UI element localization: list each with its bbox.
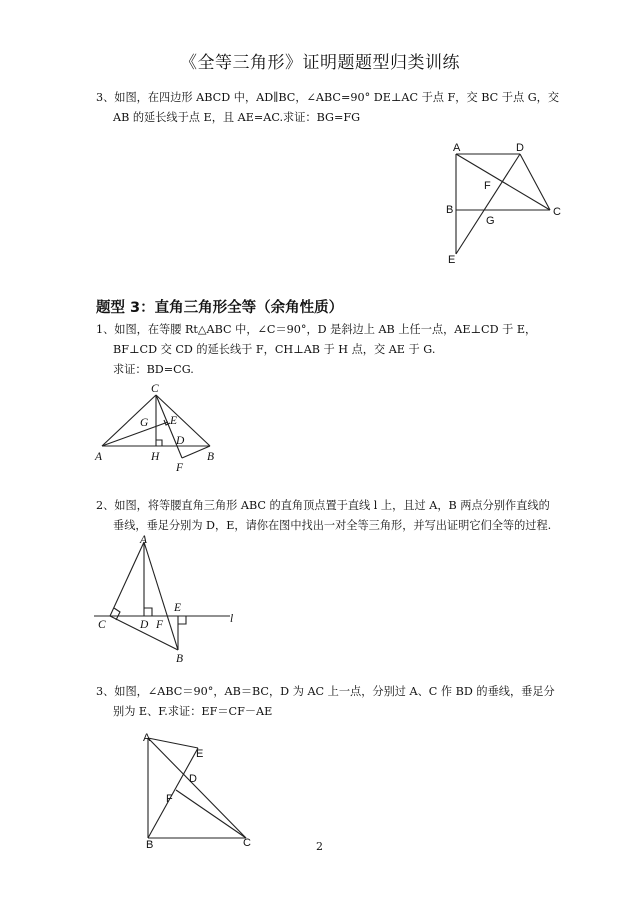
label-A: A [95,451,103,463]
label-C: C [243,837,251,849]
label-B: B [176,653,184,665]
section-heading: 题型 3：直角三角形全等（余角性质） [96,300,344,316]
label-G: G [486,215,495,227]
problem-3b-line-1: 3、如图，∠ABC＝90°，AB＝BC，D 为 AC 上一点，分别过 A、C 作 BD 的垂线，垂足分 [96,685,555,698]
label-E: E [196,748,204,760]
label-H: H [151,451,160,463]
label-B: B [146,839,154,850]
figure-isosceles-right-triangle [94,382,230,478]
label-D: D [516,142,524,154]
label-F: F [176,462,184,474]
label-E: E [170,415,178,427]
figure-perpendiculars [136,726,264,850]
label-A: A [140,534,148,546]
label-C: C [553,206,561,218]
label-l: l [230,613,234,625]
label-C: C [98,619,106,631]
figure-quadrilateral [436,136,576,266]
figure-lines [456,154,550,254]
problem-3a-line-2: AB 的延长线于点 E，且 AE=AC.求证：BG=FG [113,111,361,124]
label-B: B [446,204,454,216]
label-G: G [140,417,149,429]
problem-2-line-1: 2、如图，将等腰直角三角形 ABC 的直角顶点置于直线 l 上，且过 A，B 两点分别作直线的 [96,499,550,512]
figure-lines [102,395,210,458]
label-E: E [448,254,456,266]
label-C: C [151,383,159,395]
label-A: A [453,142,461,154]
figure-lines [94,542,230,650]
label-F: F [156,619,164,631]
label-D: D [189,773,197,785]
label-F: F [166,793,173,805]
label-A: A [143,732,151,744]
problem-1-line-2: BF⊥CD 交 CD 的延长线于 F，CH⊥AB 于 H 点，交 AE 于 G. [113,343,436,356]
label-D: D [176,435,185,447]
label-F: F [484,180,491,192]
label-B: B [207,451,215,463]
figure-triangle-on-line [90,532,250,666]
problem-1-line-3: 求证：BD=CG. [113,363,194,376]
problem-3b-line-2: 别为 E、F.求证：EF＝CF－AE [113,705,273,718]
page-title: 《全等三角形》证明题题型归类训练 [180,53,460,73]
label-E: E [174,602,182,614]
problem-2-line-2: 垂线，垂足分别为 D，E，请你在图中找出一对全等三角形，并写出证明它们全等的过程. [113,519,552,532]
problem-3a-line-1: 3、如图，在四边形 ABCD 中，AD∥BC，∠ABC=90° DE⊥AC 于点 F，交 BC 于点 G，交 [96,91,560,104]
page-number: 2 [316,840,323,853]
label-D: D [140,619,149,631]
problem-1-line-1: 1、如图，在等腰 Rt△ABC 中，∠C＝90°，D 是斜边上 AB 上任一点，AE⊥CD 于 E， [96,323,537,336]
